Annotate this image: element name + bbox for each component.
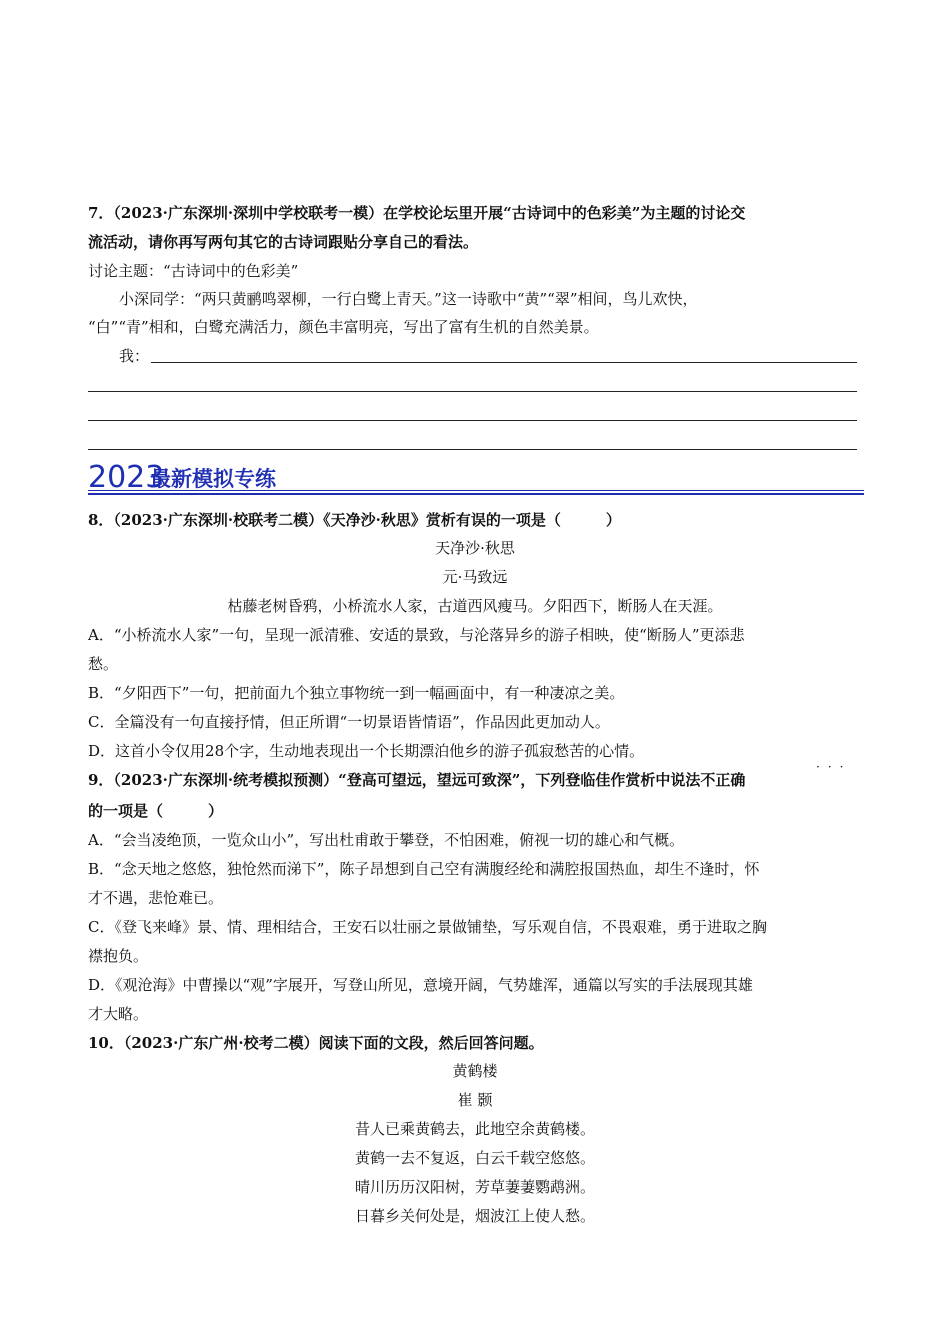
answer-line-4: [88, 449, 857, 450]
q10-poem-line: 晴川历历汉阳树，芳草萋萋鹦鹉洲。: [354, 1178, 595, 1196]
section-rule-bottom: [88, 493, 864, 495]
q8-option-a-line1: A．“小桥流水人家”一句，呈现一派清雅、安适的景致，与沦落异乡的游子相映，使“断肠人”更添悲: [88, 626, 745, 644]
q10-poem-title: 黄鹤楼: [452, 1062, 498, 1080]
answer-line-3: [88, 420, 857, 421]
q9-option-c-line2: 襟抱负。: [88, 947, 149, 965]
q10-poem-line: 黄鹤一去不复返，白云千载空悠悠。: [354, 1149, 595, 1167]
q9-option-b-line2: 才不遇，悲怆难已。: [88, 889, 224, 907]
q10-poem-line: 昔人已乘黄鹤去，此地空余黄鹤楼。: [354, 1120, 595, 1138]
q7-stem-line2: 流活动，请你再写两句其它的古诗词跟贴分享自己的看法。: [88, 233, 479, 251]
answer-line-2: [88, 391, 857, 392]
q7-stem-line1: 7．（2023·广东深圳·深圳中学校联考一模）在学校论坛里开展“古诗词中的色彩美”为主题的讨论交: [88, 204, 746, 222]
section-year: 2023: [88, 460, 165, 495]
q9-option-a: A．“会当凌绝顶，一览众山小”，写出杜甫敢于攀登，不怕困难，俯视一切的雄心和气概。: [88, 831, 685, 849]
q8-option-a-line2: 愁。: [88, 655, 119, 673]
q9-stem-line2: 的一项是（ ）: [88, 802, 224, 820]
q9-option-b-line1: B．“念天地之悠悠，独怆然而涕下”，陈子昂想到自己空有满腹经纶和满腔报国热血，却生不逢时，怀: [88, 860, 760, 878]
q8-option-b: B．“夕阳西下”一句，把前面九个独立事物统一到一幅画面中，有一种凄凉之美。: [88, 684, 625, 702]
q8-poem-body: 枯藤老树昏鸦，小桥流水人家，古道西风瘦马。夕阳西下，断肠人在天涯。: [227, 597, 723, 615]
q9-emphasis-dots: ···: [816, 760, 852, 774]
q7-student-line2: “白”“青”相和，白鹭充满活力，颜色丰富明亮，写出了富有生机的自然美景。: [88, 318, 599, 336]
q8-option-d: D．这首小令仅用28个字，生动地表现出一个长期漂泊他乡的游子孤寂愁苦的心情。: [88, 742, 645, 760]
q10-poem-line: 日暮乡关何处是，烟波江上使人愁。: [354, 1207, 595, 1225]
q7-topic: 讨论主题：“古诗词中的色彩美”: [88, 262, 299, 280]
q9-stem-line1: 9．（2023·广东深圳·统考模拟预测）“登高可望远，望远可致深”，下列登临佳作赏析中说法不正确: [88, 771, 746, 789]
q10-stem: 10．（2023·广东广州·校考二模）阅读下面的文段，然后回答问题。: [88, 1034, 544, 1052]
answer-line-1: [151, 362, 857, 363]
q8-option-c: C．全篇没有一句直接抒情，但正所谓“一切景语皆情语”，作品因此更加动人。: [88, 713, 610, 731]
q10-poem-author: 崔 颢: [457, 1091, 493, 1109]
q9-option-d-line2: 才大略。: [88, 1005, 149, 1023]
q8-stem: 8．（2023·广东深圳·校联考二模）《天净沙·秋思》赏析有误的一项是（ ）: [88, 511, 621, 529]
q9-option-d-line1: D．《观沧海》中曹操以“观”字展开，写登山所见，意境开阔，气势雄浑，通篇以写实的手法展现其雄: [88, 976, 753, 994]
q9-option-c-line1: C．《登飞来峰》景、情、理相结合，王安石以壮丽之景做铺垫，写乐观自信，不畏艰难，勇于进取之胸: [88, 918, 767, 936]
section-title: 最新模拟专练: [150, 467, 276, 491]
q7-student-line1: 小深同学：“两只黄鹂鸣翠柳，一行白鹭上青天。”这一诗歌中“黄”“翠”相间，鸟儿欢快，: [119, 290, 698, 308]
section-rule-top: [88, 490, 864, 491]
q8-poem-author: 元·马致远: [442, 568, 508, 586]
q8-poem-title: 天净沙·秋思: [435, 539, 515, 557]
q7-me-label: 我：: [119, 347, 150, 365]
